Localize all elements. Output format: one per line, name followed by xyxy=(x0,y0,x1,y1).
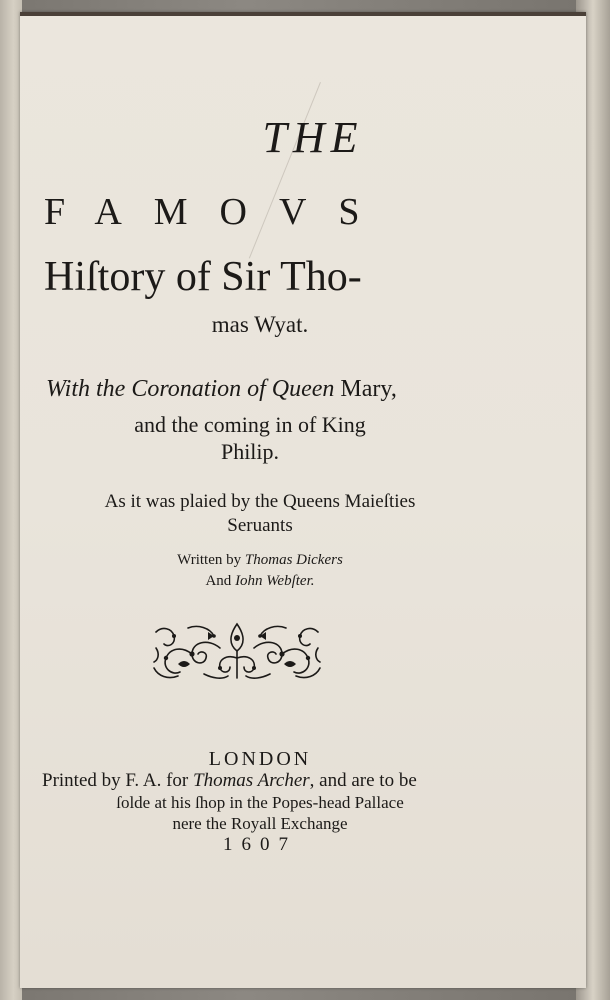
performance-servants: Seruants xyxy=(227,515,293,536)
imprint-year: 1607 xyxy=(223,834,297,855)
author-webster: Iohn Webſter. xyxy=(235,573,315,589)
subtitle-coming: and the coming in of King xyxy=(134,412,366,437)
authors-line-1 xyxy=(60,552,460,569)
title-history-line: Hiſtory of Sir Tho- xyxy=(44,254,362,300)
imprint-printed-prefix: Printed by F. A. for xyxy=(42,770,194,791)
imprint-printed-suffix: , and are to be xyxy=(309,770,417,791)
subtitle-coronation-italic: With the Coronation of Queen xyxy=(46,376,335,402)
title-the: THE xyxy=(262,113,364,162)
imprint-printer-name: Thomas Archer xyxy=(193,770,310,791)
subtitle-philip: Philip. xyxy=(220,439,280,464)
and-label: And xyxy=(205,573,236,589)
imprint-nere-line: nere the Royall Exchange xyxy=(172,814,348,833)
author-dickers: Thomas Dickers xyxy=(244,552,343,568)
subtitle-coronation xyxy=(46,376,466,403)
written-by-label: Written by xyxy=(177,552,245,568)
imprint-printed-line xyxy=(42,770,462,792)
title-famous: FAMOVS xyxy=(44,191,392,233)
top-rule xyxy=(20,12,586,16)
imprint-solde-line: ſolde at his ſhop in the Popes-head Pallace xyxy=(116,793,404,812)
performance-line: As it was plaied by the Queens Maieſties xyxy=(104,491,416,512)
authors-line-2 xyxy=(60,573,460,590)
title-page xyxy=(20,12,586,988)
title-history-line2: mas Wyat. xyxy=(211,312,309,337)
subtitle-coronation-mary: Mary, xyxy=(334,376,397,402)
printers-ornament-icon xyxy=(148,618,326,684)
imprint-london: LONDON xyxy=(208,748,312,770)
book-left-edge xyxy=(0,0,22,1000)
